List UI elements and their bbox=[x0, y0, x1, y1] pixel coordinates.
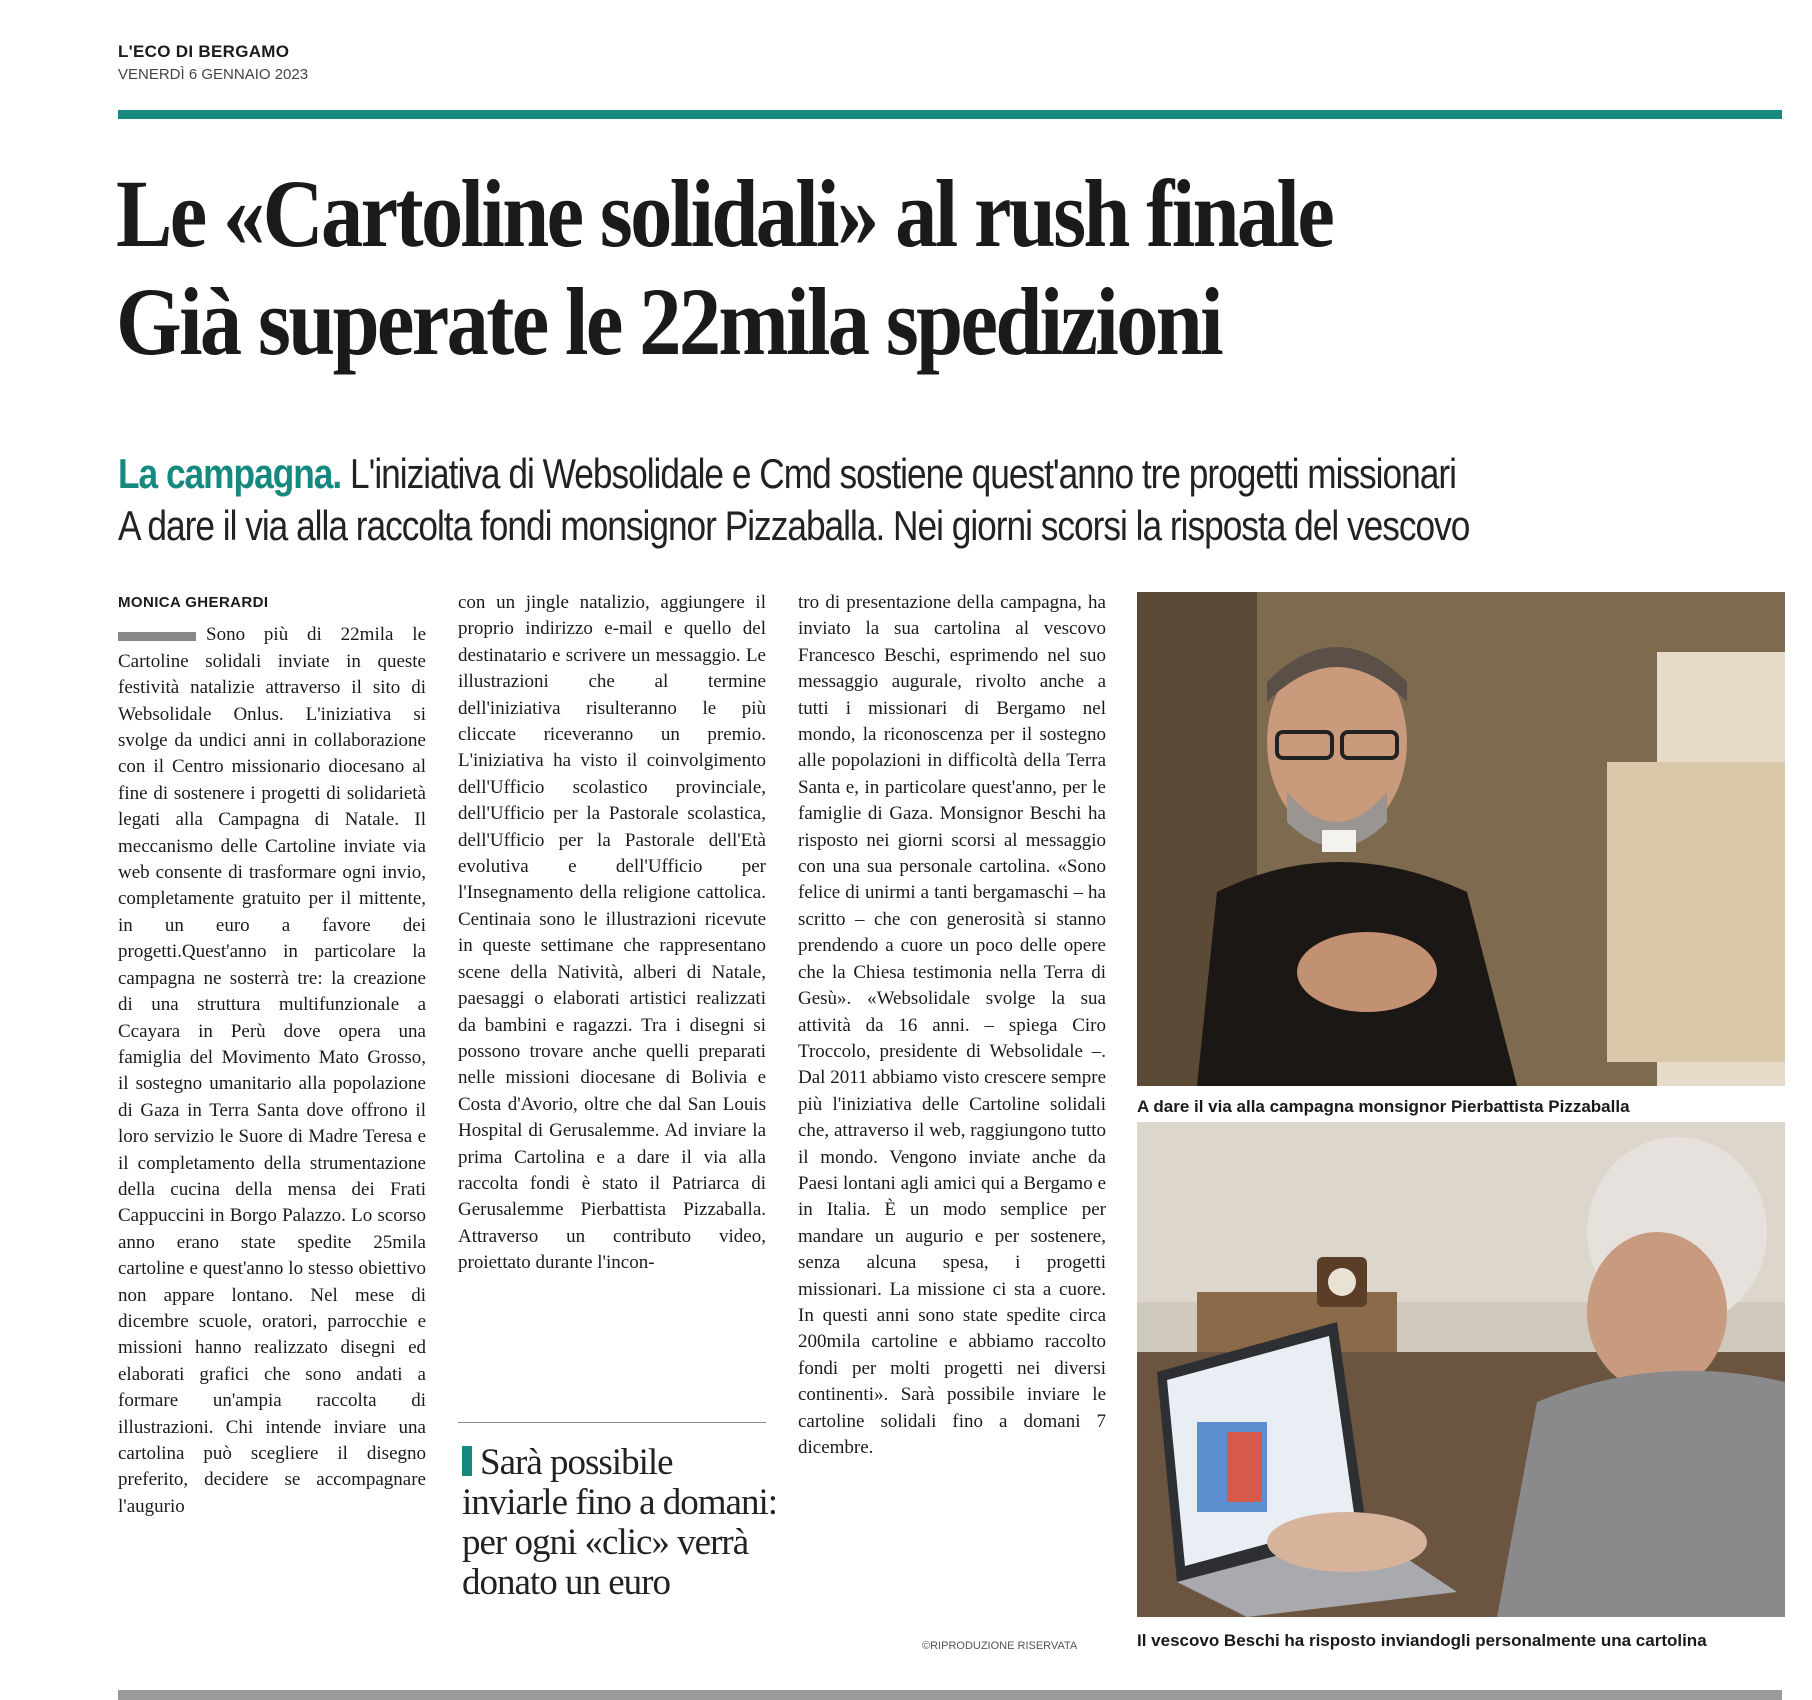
lead-bar bbox=[118, 632, 196, 641]
headline bbox=[116, 160, 1594, 376]
top-rule bbox=[118, 110, 1782, 119]
column-3-text: tro di presentazione della campagna, ha inviato la sua cartolina al vescovo Francesco Beschi, esprimendo nel suo messaggio augurale, rivolto anche a tutti i missionari di Bergamo nel mondo, la riconoscenza per il sostegno alle popolazioni in difficoltà della Terra Santa e, in particolare quest'anno, per le famiglie di Gaza. Monsignor Beschi ha risposto nei giorni scorsi al messaggio con una sua personale cartolina. «Sono felice di unirmi a tanti bergamaschi – ha scritto – che con generosità si stanno prendendo a cuore un poco delle opere che la Chiesa testimonia nella Terra di Gesù». «Websolidale svolge la sua attività da 16 anni. – spiega Ciro Troccolo, presidente di Websolidale –. Dal 2011 abbiamo visto crescere sempre più l'iniziativa delle Cartoline solidali che, attraverso il web, raggiungono tutto il mondo. Vengono inviate anche da Paesi lontani agli amici qui a Bergamo e in Italia. È un modo semplice per mandare un augurio e per sostenere, senza alcuna spesa, i progetti missionari. La missione ci sta a cuore. In questi anni sono state spedite circa 200mila cartoline e abbiamo raccolto fondi per molti progetti nei diversi continenti». Sarà possibile inviare le cartoline solidali fino a domani 7 dicembre. bbox=[798, 592, 1106, 1458]
photo-caption-1: A dare il via alla campagna monsignor Pierbattista Pizzaballa bbox=[1137, 1097, 1630, 1116]
article-column-1 bbox=[118, 590, 426, 1520]
column-1-text: Sono più di 22mila le Cartoline solidali inviate in queste festività natalizie attraverso il sito di Websolidale Onlus. L'iniziativa si svolge da undici anni in collaborazione con il Centro missionario diocesano al fine di sostenere i progetti di solidarietà legati alla Campagna di Natale. Il meccanismo delle Cartoline inviate via web consente di trasformare ogni invio, completamente gratuito per il mittente, in un euro a favore dei progetti.Quest'anno in particolare la campagna ne sosterrà tre: la creazione di una struttura multifunzionale a Ccayara in Perù dove opera una famiglia del Movimento Mato Grosso, il sostegno umanitario alla popolazione di Gaza in Terra Santa dove offrono il loro servizio le Suore di Madre Teresa e il completamento della strumentazione della cucina della mensa dei Frati Cappuccini in Borgo Palazzo. Lo scorso anno erano state spedite 25mila cartoline e quest'anno lo stesso obiettivo non appare lontano. Nel mese di dicembre scuole, oratori, parrocchie e missioni hanno realizzato disegni ed elaborati grafici che sono andati a formare un'ampia raccolta di illustrazioni. Chi intende inviare una cartolina può scegliere il disegno preferito, decidere se accompagnare l'augurio bbox=[118, 624, 426, 1517]
bottom-rule bbox=[118, 1690, 1782, 1700]
photo-beschi bbox=[1137, 1122, 1785, 1617]
column-2-text: con un jingle natalizio, aggiungere il proprio indirizzo e-mail e quello del destinatario e scrivere un messaggio. Le illustrazioni che al termine dell'iniziativa risulteranno le più cliccate riceveranno un premio. L'iniziativa ha visto il coinvolgimento dell'Ufficio scolastico provinciale, dell'Ufficio per la Pastorale scolastica, dell'Ufficio per la Pastorale dell'Età evolutiva e dell'Ufficio per l'Insegnamento della religione cattolica. Centinaia sono le illustrazioni ricevute in queste settimane che rappresentano scene della Natività, alberi di Natale, paesaggi o elaborati artistici realizzati da bambini e ragazzi. Tra i disegni si possono trovare anche quelli preparati nelle missioni diocesane di Bolivia e Costa d'Avorio, oltre che dal San Louis Hospital di Gerusalemme. Ad inviare la prima Cartolina e a dare il via alla raccolta fondi è stato il Patriarca di Gerusalemme Pierbattista Pizzaballa. Attraverso un contributo video, proiettato durante l'incon- bbox=[458, 592, 766, 1274]
kicker: La campagna. bbox=[118, 450, 342, 497]
headline-line-2: Già superate le 22mila spedizioni bbox=[116, 268, 1221, 375]
pullquote-mark bbox=[462, 1446, 472, 1476]
pullquote bbox=[462, 1443, 782, 1603]
subhead-line-1: L'iniziativa di Websolidale e Cmd sostiene quest'anno tre progetti missionari bbox=[341, 450, 1456, 497]
masthead bbox=[118, 42, 308, 83]
subheadline bbox=[118, 448, 1630, 552]
article-column-3 bbox=[798, 590, 1106, 1461]
pullquote-text: Sarà possibile inviarle fino a domani: per ogni «clic» verrà donato un euro bbox=[462, 1442, 778, 1603]
photo-pizzaballa bbox=[1137, 592, 1785, 1086]
photo-beschi-illustration bbox=[1137, 1122, 1785, 1617]
newspaper-name: L'ECO DI BERGAMO bbox=[118, 42, 290, 61]
copyright-notice: ©RIPRODUZIONE RISERVATA bbox=[922, 1640, 1078, 1652]
article-column-2 bbox=[458, 590, 766, 1277]
subhead-line-2: A dare il via alla raccolta fondi monsignor Pizzaballa. Nei giorni scorsi la risposta del vescovo bbox=[118, 502, 1470, 549]
photo-caption-2: Il vescovo Beschi ha risposto inviandogli personalmente una cartolina bbox=[1137, 1631, 1707, 1650]
headline-line-1: Le «Cartoline solidali» al rush finale bbox=[116, 160, 1333, 267]
photo-pizzaballa-illustration bbox=[1137, 592, 1785, 1086]
issue-date: VENERDÌ 6 GENNAIO 2023 bbox=[118, 66, 309, 83]
byline: MONICA GHERARDI bbox=[118, 594, 269, 611]
pullquote-rule bbox=[458, 1422, 766, 1423]
